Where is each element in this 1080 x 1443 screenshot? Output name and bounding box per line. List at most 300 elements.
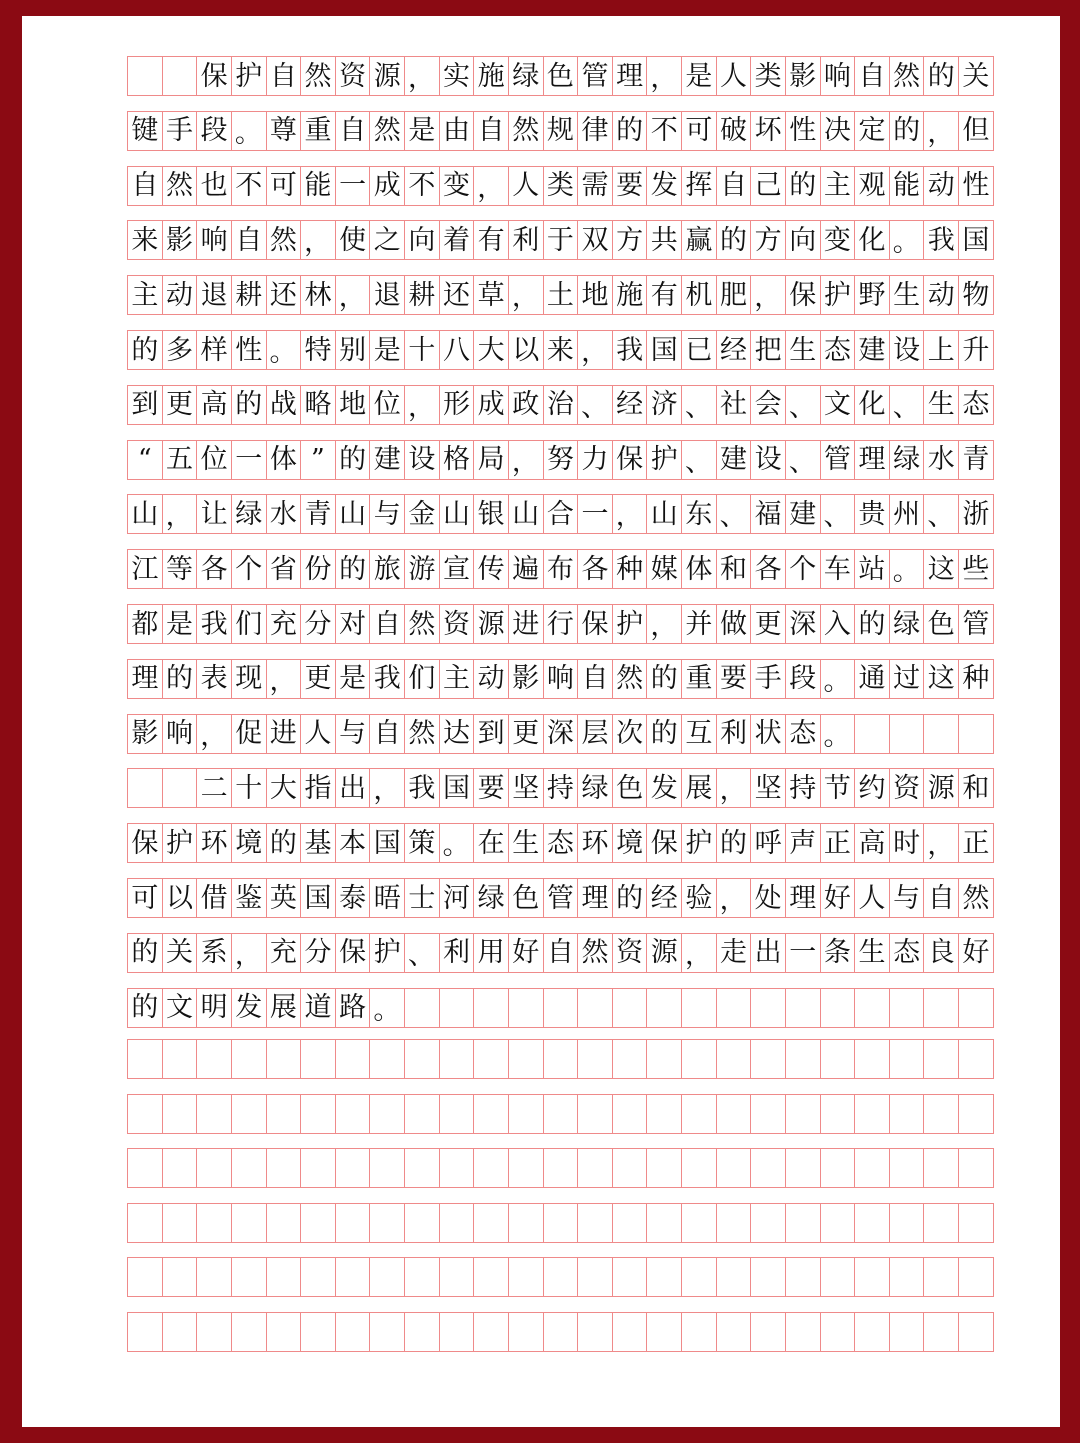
grid-cell: 机	[681, 275, 717, 315]
grid-cell	[820, 988, 856, 1028]
grid-cell: 不	[404, 166, 440, 206]
grid-cell: 保	[646, 823, 682, 863]
grid-cell	[750, 1039, 786, 1079]
grid-cell	[543, 1203, 579, 1243]
grid-row	[127, 1257, 1018, 1297]
grid-cell: 的	[127, 933, 163, 973]
grid-cell: 一	[231, 440, 267, 480]
grid-cell: 持	[785, 768, 821, 808]
grid-cell	[543, 1148, 579, 1188]
grid-cell	[785, 1094, 821, 1134]
grid-cell: ，	[508, 440, 544, 480]
grid-cell: 个	[785, 549, 821, 589]
grid-row	[127, 1148, 1018, 1188]
grid-cell	[300, 1312, 336, 1352]
grid-cell	[508, 1148, 544, 1188]
grid-cell: 是	[404, 111, 440, 151]
grid-cell	[335, 1094, 371, 1134]
grid-cell	[266, 1039, 302, 1079]
grid-cell: 保	[785, 275, 821, 315]
grid-cell	[958, 1094, 994, 1134]
grid-cell: 关	[958, 56, 994, 96]
grid-cell: 。	[889, 549, 925, 589]
grid-row	[127, 1312, 1018, 1352]
grid-cell: 保	[612, 440, 648, 480]
grid-cell: 实	[439, 56, 475, 96]
grid-cell	[162, 768, 198, 808]
grid-cell: 次	[612, 714, 648, 754]
grid-cell: 自	[716, 166, 752, 206]
grid-cell	[716, 1094, 752, 1134]
grid-cell: 源	[646, 933, 682, 973]
grid-cell: 的	[612, 111, 648, 151]
grid-cell: 野	[854, 275, 890, 315]
grid-cell: 理	[127, 659, 163, 699]
grid-row	[127, 56, 1018, 96]
grid-cell: 层	[577, 714, 613, 754]
grid-cell: 能	[889, 166, 925, 206]
grid-cell: 样	[196, 330, 232, 370]
grid-cell: 。	[266, 330, 302, 370]
grid-cell: 分	[300, 933, 336, 973]
grid-cell	[162, 1257, 198, 1297]
grid-cell: 、	[923, 494, 959, 534]
grid-cell: 五	[162, 440, 198, 480]
grid-cell: 是	[162, 604, 198, 644]
grid-cell: 发	[646, 166, 682, 206]
grid-cell	[404, 1312, 440, 1352]
grid-cell: ，	[646, 56, 682, 96]
grid-cell: 我	[369, 659, 405, 699]
grid-cell: 这	[923, 659, 959, 699]
grid-cell	[750, 1148, 786, 1188]
grid-cell: 也	[196, 166, 232, 206]
grid-cell: 地	[335, 385, 371, 425]
grid-cell	[266, 1094, 302, 1134]
grid-cell: 绿	[577, 768, 613, 808]
grid-cell: 展	[266, 988, 302, 1028]
grid-cell: 观	[854, 166, 890, 206]
grid-cell: 人	[854, 878, 890, 918]
grid-cell	[612, 1257, 648, 1297]
grid-cell: 源	[369, 56, 405, 96]
grid-cell	[439, 1203, 475, 1243]
grid-cell: 士	[404, 878, 440, 918]
grid-cell: 格	[439, 440, 475, 480]
grid-cell	[923, 714, 959, 754]
grid-cell: 、	[404, 933, 440, 973]
grid-cell: 有	[473, 220, 509, 260]
grid-cell: 升	[958, 330, 994, 370]
grid-cell: 达	[439, 714, 475, 754]
grid-cell: 来	[543, 330, 579, 370]
grid-cell: 十	[231, 768, 267, 808]
grid-cell	[716, 1257, 752, 1297]
grid-cell	[681, 1094, 717, 1134]
grid-cell: 个	[231, 549, 267, 589]
grid-cell: 道	[300, 988, 336, 1028]
grid-cell	[473, 1148, 509, 1188]
grid-cell: 段	[196, 111, 232, 151]
grid-cell	[127, 1312, 163, 1352]
grid-cell: 更	[750, 604, 786, 644]
grid-cell	[162, 56, 198, 96]
grid-cell: 设	[889, 330, 925, 370]
grid-cell: 我	[404, 768, 440, 808]
grid-cell: 动	[473, 659, 509, 699]
manuscript-sheet	[22, 16, 1060, 1427]
grid-cell: 通	[854, 659, 890, 699]
grid-cell	[543, 1039, 579, 1079]
grid-cell: ，	[923, 823, 959, 863]
grid-cell: 类	[543, 166, 579, 206]
grid-cell	[716, 988, 752, 1028]
grid-cell	[404, 1257, 440, 1297]
grid-cell: 护	[162, 823, 198, 863]
grid-cell: 约	[854, 768, 890, 808]
grid-cell: 高	[854, 823, 890, 863]
grid-cell: 把	[750, 330, 786, 370]
grid-cell: 山	[335, 494, 371, 534]
grid-cell	[820, 1148, 856, 1188]
grid-cell: 生	[889, 275, 925, 315]
grid-cell	[820, 1094, 856, 1134]
grid-cell: 保	[196, 56, 232, 96]
grid-row	[127, 988, 1018, 1028]
grid-cell: 车	[820, 549, 856, 589]
grid-cell	[785, 1257, 821, 1297]
grid-cell	[854, 1257, 890, 1297]
grid-cell: 水	[923, 440, 959, 480]
grid-cell	[854, 1203, 890, 1243]
grid-cell: 环	[196, 823, 232, 863]
grid-cell: 的	[854, 604, 890, 644]
grid-cell: 的	[923, 56, 959, 96]
grid-cell: 护	[369, 933, 405, 973]
grid-cell: 的	[785, 166, 821, 206]
grid-cell	[127, 1039, 163, 1079]
grid-cell: 互	[681, 714, 717, 754]
grid-cell: 的	[716, 220, 752, 260]
grid-cell	[889, 1094, 925, 1134]
grid-cell: 向	[785, 220, 821, 260]
grid-cell: 大	[266, 768, 302, 808]
grid-cell: 策	[404, 823, 440, 863]
grid-cell	[854, 988, 890, 1028]
grid-cell: 体	[266, 440, 302, 480]
grid-cell: 治	[543, 385, 579, 425]
grid-cell: 草	[473, 275, 509, 315]
grid-cell: 做	[716, 604, 752, 644]
grid-cell	[473, 1039, 509, 1079]
grid-cell: 生	[923, 385, 959, 425]
grid-cell: 要	[612, 166, 648, 206]
grid-cell	[162, 1312, 198, 1352]
grid-cell: 更	[300, 659, 336, 699]
grid-cell: 于	[543, 220, 579, 260]
grid-cell	[473, 1257, 509, 1297]
grid-cell: 、	[681, 440, 717, 480]
grid-cell: 动	[923, 166, 959, 206]
grid-cell: 是	[681, 56, 717, 96]
grid-cell: 影	[508, 659, 544, 699]
grid-cell: 需	[577, 166, 613, 206]
grid-cell	[404, 1203, 440, 1243]
grid-cell	[404, 1039, 440, 1079]
grid-cell: 我	[196, 604, 232, 644]
grid-cell: ，	[369, 768, 405, 808]
grid-cell: 自	[335, 111, 371, 151]
grid-cell	[508, 1257, 544, 1297]
grid-cell	[646, 1312, 682, 1352]
grid-cell: 护	[231, 56, 267, 96]
grid-cell	[958, 1203, 994, 1243]
grid-cell: 生	[508, 823, 544, 863]
grid-cell: 重	[300, 111, 336, 151]
grid-cell: 色	[612, 768, 648, 808]
grid-cell: 经	[646, 878, 682, 918]
grid-cell	[612, 988, 648, 1028]
grid-cell: 护	[820, 275, 856, 315]
grid-cell: 着	[439, 220, 475, 260]
grid-cell: 色	[508, 878, 544, 918]
grid-cell	[785, 1039, 821, 1079]
grid-cell: 向	[404, 220, 440, 260]
grid-cell: 一	[577, 494, 613, 534]
grid-cell: ”	[300, 440, 336, 480]
grid-cell: 国	[646, 330, 682, 370]
grid-cell: 响	[196, 220, 232, 260]
grid-cell	[923, 1039, 959, 1079]
grid-cell: 以	[508, 330, 544, 370]
grid-cell: 声	[785, 823, 821, 863]
grid-cell: ，	[404, 385, 440, 425]
grid-cell	[577, 1312, 613, 1352]
grid-cell: 银	[473, 494, 509, 534]
grid-cell: 段	[785, 659, 821, 699]
grid-cell	[889, 1257, 925, 1297]
grid-cell: 特	[300, 330, 336, 370]
grid-cell: 影	[127, 714, 163, 754]
grid-cell: 不	[646, 111, 682, 151]
grid-cell	[854, 714, 890, 754]
grid-cell: 与	[335, 714, 371, 754]
grid-cell	[439, 1312, 475, 1352]
grid-cell	[958, 714, 994, 754]
grid-cell	[820, 1203, 856, 1243]
grid-cell: 变	[439, 166, 475, 206]
grid-cell	[127, 1148, 163, 1188]
grid-cell	[439, 1094, 475, 1134]
grid-cell	[681, 1203, 717, 1243]
grid-cell: 表	[196, 659, 232, 699]
grid-cell: 八	[439, 330, 475, 370]
grid-cell	[300, 1203, 336, 1243]
grid-cell	[854, 1312, 890, 1352]
grid-cell: 的	[231, 385, 267, 425]
grid-cell: 然	[612, 659, 648, 699]
grid-cell: 对	[335, 604, 371, 644]
grid-cell: 促	[231, 714, 267, 754]
grid-cell: 局	[473, 440, 509, 480]
grid-cell: 理	[577, 878, 613, 918]
grid-cell: 好	[958, 933, 994, 973]
grid-cell: 省	[266, 549, 302, 589]
grid-row	[127, 768, 1018, 808]
grid-cell	[127, 768, 163, 808]
grid-cell	[543, 1094, 579, 1134]
grid-cell: 然	[958, 878, 994, 918]
grid-cell: 之	[369, 220, 405, 260]
grid-cell: 坚	[750, 768, 786, 808]
grid-cell	[923, 1094, 959, 1134]
grid-cell: 管	[958, 604, 994, 644]
grid-cell: 鉴	[231, 878, 267, 918]
grid-cell: 福	[750, 494, 786, 534]
grid-cell: 自	[369, 714, 405, 754]
grid-cell: 设	[750, 440, 786, 480]
grid-cell: 自	[543, 933, 579, 973]
grid-cell: 绿	[889, 604, 925, 644]
grid-cell	[508, 1312, 544, 1352]
grid-cell: 环	[577, 823, 613, 863]
grid-cell	[854, 1148, 890, 1188]
grid-cell: 成	[473, 385, 509, 425]
grid-cell: 设	[404, 440, 440, 480]
grid-cell	[231, 1039, 267, 1079]
grid-cell: 护	[646, 440, 682, 480]
grid-cell	[439, 988, 475, 1028]
grid-cell: 河	[439, 878, 475, 918]
grid-cell: 呼	[750, 823, 786, 863]
grid-cell: 重	[681, 659, 717, 699]
grid-cell	[889, 714, 925, 754]
grid-cell	[681, 988, 717, 1028]
grid-cell	[231, 1203, 267, 1243]
grid-cell: 二	[196, 768, 232, 808]
grid-cell: 的	[162, 659, 198, 699]
grid-cell: 的	[646, 714, 682, 754]
grid-cell	[369, 1039, 405, 1079]
grid-cell	[958, 1257, 994, 1297]
grid-cell: 都	[127, 604, 163, 644]
grid-cell: 山	[439, 494, 475, 534]
grid-cell	[266, 1203, 302, 1243]
grid-cell	[369, 1148, 405, 1188]
grid-cell: 形	[439, 385, 475, 425]
grid-cell	[335, 1203, 371, 1243]
grid-cell	[577, 1257, 613, 1297]
grid-cell: 分	[300, 604, 336, 644]
grid-cell: 物	[958, 275, 994, 315]
grid-cell: 使	[335, 220, 371, 260]
grid-cell	[439, 1257, 475, 1297]
grid-cell: 态	[958, 385, 994, 425]
grid-cell: 然	[369, 111, 405, 151]
grid-row	[127, 330, 1018, 370]
grid-cell: 。	[820, 714, 856, 754]
grid-cell: 出	[335, 768, 371, 808]
grid-cell: 多	[162, 330, 198, 370]
grid-cell	[854, 1094, 890, 1134]
grid-cell	[785, 1148, 821, 1188]
grid-cell: 共	[646, 220, 682, 260]
grid-cell	[958, 1148, 994, 1188]
grid-cell: 、	[716, 494, 752, 534]
grid-cell	[335, 1148, 371, 1188]
grid-cell: 条	[820, 933, 856, 973]
grid-cell: 管	[577, 56, 613, 96]
grid-cell: 。	[369, 988, 405, 1028]
grid-cell: 贵	[854, 494, 890, 534]
grid-cell: 宣	[439, 549, 475, 589]
grid-cell: 济	[646, 385, 682, 425]
grid-cell	[508, 988, 544, 1028]
grid-cell: 资	[439, 604, 475, 644]
grid-cell: 英	[266, 878, 302, 918]
grid-cell: 种	[958, 659, 994, 699]
grid-cell	[577, 1203, 613, 1243]
grid-cell	[473, 1203, 509, 1243]
grid-cell: ，	[716, 768, 752, 808]
grid-cell: 明	[196, 988, 232, 1028]
grid-cell: 土	[543, 275, 579, 315]
grid-cell: 主	[439, 659, 475, 699]
grid-cell	[577, 1039, 613, 1079]
grid-cell: 有	[646, 275, 682, 315]
grid-cell: 战	[266, 385, 302, 425]
grid-cell: 资	[335, 56, 371, 96]
grid-cell: ，	[646, 604, 682, 644]
grid-cell: ，	[612, 494, 648, 534]
grid-cell	[716, 1203, 752, 1243]
grid-cell: 深	[785, 604, 821, 644]
grid-cell: 理	[612, 56, 648, 96]
grid-cell: 基	[300, 823, 336, 863]
grid-cell: 我	[923, 220, 959, 260]
grid-cell: 人	[716, 56, 752, 96]
grid-cell: 施	[473, 56, 509, 96]
grid-cell: 响	[162, 714, 198, 754]
grid-cell: 还	[439, 275, 475, 315]
grid-cell: 决	[820, 111, 856, 151]
grid-cell: ，	[404, 56, 440, 96]
grid-cell: 金	[404, 494, 440, 534]
grid-cell: 上	[923, 330, 959, 370]
grid-cell: 我	[612, 330, 648, 370]
grid-cell	[162, 1148, 198, 1188]
grid-cell	[923, 1203, 959, 1243]
grid-cell	[750, 988, 786, 1028]
grid-cell: 各	[196, 549, 232, 589]
grid-cell	[508, 1203, 544, 1243]
grid-cell	[266, 1148, 302, 1188]
grid-cell	[300, 1148, 336, 1188]
grid-cell: 保	[335, 933, 371, 973]
grid-cell: 然	[404, 714, 440, 754]
grid-cell	[612, 1094, 648, 1134]
grid-cell: 的	[716, 823, 752, 863]
grid-cell: 然	[889, 56, 925, 96]
grid-cell: 旅	[369, 549, 405, 589]
grid-cell: 州	[889, 494, 925, 534]
grid-cell	[854, 1039, 890, 1079]
grid-cell	[473, 1094, 509, 1134]
grid-cell	[612, 1312, 648, 1352]
grid-cell: 位	[196, 440, 232, 480]
grid-cell: 自	[577, 659, 613, 699]
grid-cell: 影	[785, 56, 821, 96]
